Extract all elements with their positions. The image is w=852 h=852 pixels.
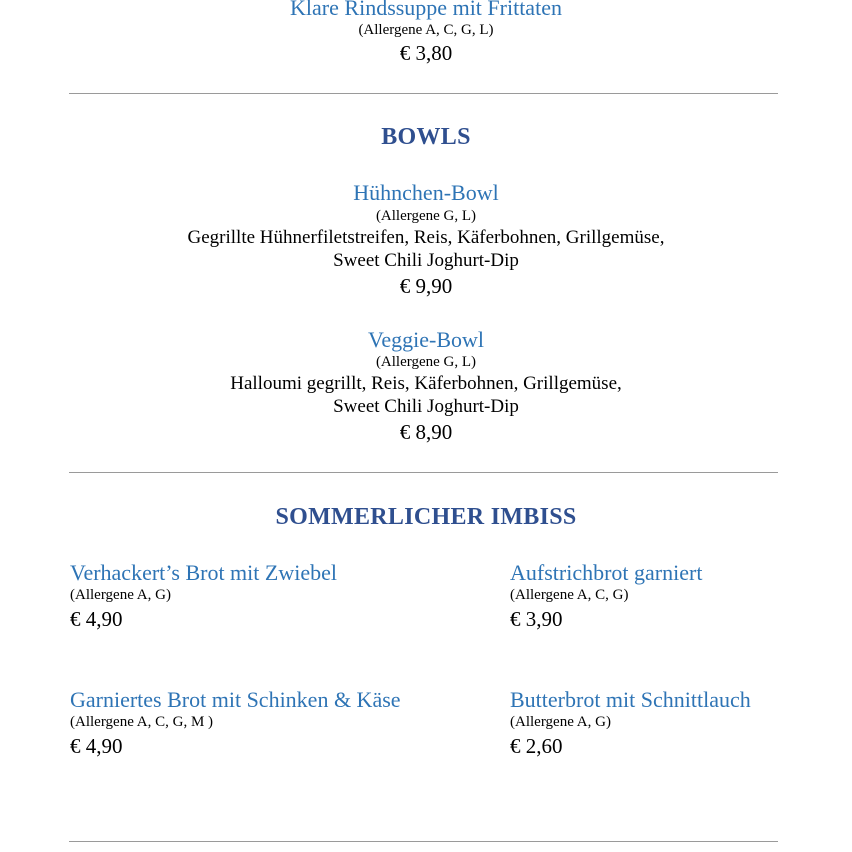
bowl-item-description-line1: Gegrillte Hühnerfiletstreifen, Reis, Käferbohnen, Grillgemüse, bbox=[187, 227, 665, 248]
imbiss-item-name: Verhackert’s Brot mit Zwiebel bbox=[70, 560, 337, 585]
divider-1 bbox=[69, 93, 778, 94]
imbiss-heading: SOMMERLICHER IMBISS bbox=[275, 504, 577, 530]
bowl-item-description-line1: Halloumi gegrillt, Reis, Käferbohnen, Grillgemüse, bbox=[230, 373, 622, 394]
bowl-item-allergens: (Allergene G, L) bbox=[375, 208, 477, 224]
imbiss-item-name: Butterbrot mit Schnittlauch bbox=[510, 687, 751, 712]
divider-2 bbox=[69, 472, 778, 473]
imbiss-item-name: Aufstrichbrot garniert bbox=[510, 560, 703, 585]
imbiss-item-allergens: (Allergene A, C, G, M ) bbox=[70, 714, 214, 730]
bowl-item-price: € 8,90 bbox=[399, 420, 453, 444]
bowl-item-name: Hühnchen-Bowl bbox=[353, 180, 499, 205]
soup-price: € 3,80 bbox=[399, 41, 453, 65]
imbiss-item-price: € 2,60 bbox=[510, 734, 563, 758]
imbiss-item-allergens: (Allergene A, C, G) bbox=[510, 587, 629, 603]
bowl-item-description-line2: Sweet Chili Joghurt-Dip bbox=[333, 396, 519, 417]
imbiss-item-allergens: (Allergene A, G) bbox=[510, 714, 611, 730]
bowl-item-price: € 9,90 bbox=[399, 274, 453, 298]
bowl-item-allergens: (Allergene G, L) bbox=[375, 354, 477, 370]
bowls-heading: BOWLS bbox=[381, 124, 471, 150]
imbiss-item-name: Garniertes Brot mit Schinken & Käse bbox=[70, 687, 401, 712]
imbiss-item-price: € 4,90 bbox=[70, 607, 123, 631]
bowl-item-name: Veggie-Bowl bbox=[367, 327, 485, 352]
imbiss-item-price: € 4,90 bbox=[70, 734, 123, 758]
imbiss-item-price: € 3,90 bbox=[510, 607, 563, 631]
divider-3 bbox=[69, 841, 778, 842]
imbiss-item-allergens: (Allergene A, G) bbox=[70, 587, 171, 603]
soup-allergens: (Allergene A, C, G, L) bbox=[358, 22, 494, 38]
bowl-item-description-line2: Sweet Chili Joghurt-Dip bbox=[333, 250, 519, 271]
soup-name: Klare Rindssuppe mit Frittaten bbox=[290, 0, 562, 20]
